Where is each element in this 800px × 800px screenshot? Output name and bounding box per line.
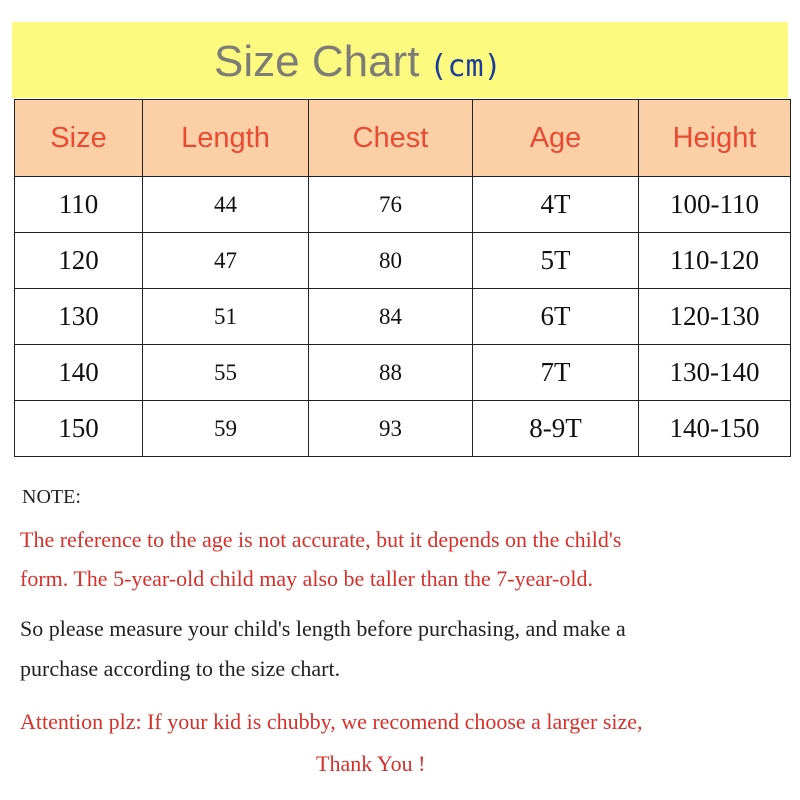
thanks-line: Thank You ! (316, 751, 426, 776)
size-table (14, 99, 791, 457)
cell-size: 140 (15, 345, 143, 401)
cell-length: 44 (143, 177, 309, 233)
header-size: Size (15, 100, 143, 177)
cell-length: 59 (143, 401, 309, 457)
table-row (15, 401, 791, 457)
table-header-row (15, 100, 791, 177)
advice-line-1: So please measure your child's length before purchasing, and make a (20, 616, 626, 641)
cell-height: 140-150 (639, 401, 791, 457)
cell-height: 120-130 (639, 289, 791, 345)
cell-size: 130 (15, 289, 143, 345)
table-row (15, 289, 791, 345)
cell-size: 110 (15, 177, 143, 233)
note-heading: NOTE: (22, 486, 81, 508)
table-row (15, 345, 791, 401)
warning-line-1: The reference to the age is not accurate, but it depends on the child's (20, 527, 622, 552)
header-chest: Chest (309, 100, 473, 177)
cell-chest: 93 (309, 401, 473, 457)
warning-line-2: form. The 5-year-old child may also be taller than the 7-year-old. (20, 566, 593, 591)
table-row (15, 177, 791, 233)
title-unit: (cm) (429, 49, 502, 84)
cell-length: 51 (143, 289, 309, 345)
attention-line: Attention plz: If your kid is chubby, we recomend choose a larger size, (20, 709, 643, 734)
cell-length: 47 (143, 233, 309, 289)
cell-height: 100-110 (639, 177, 791, 233)
cell-chest: 84 (309, 289, 473, 345)
cell-chest: 88 (309, 345, 473, 401)
page-title (214, 34, 502, 90)
header-length: Length (143, 100, 309, 177)
cell-length: 55 (143, 345, 309, 401)
table-row (15, 233, 791, 289)
cell-height: 110-120 (639, 233, 791, 289)
cell-age: 7T (473, 345, 639, 401)
cell-chest: 76 (309, 177, 473, 233)
cell-size: 120 (15, 233, 143, 289)
title-label: Size Chart (214, 37, 420, 86)
cell-age: 5T (473, 233, 639, 289)
cell-age: 4T (473, 177, 639, 233)
header-height: Height (639, 100, 791, 177)
cell-age: 6T (473, 289, 639, 345)
cell-size: 150 (15, 401, 143, 457)
cell-age: 8-9T (473, 401, 639, 457)
cell-height: 130-140 (639, 345, 791, 401)
cell-chest: 80 (309, 233, 473, 289)
header-age: Age (473, 100, 639, 177)
advice-line-2: purchase according to the size chart. (20, 656, 341, 681)
